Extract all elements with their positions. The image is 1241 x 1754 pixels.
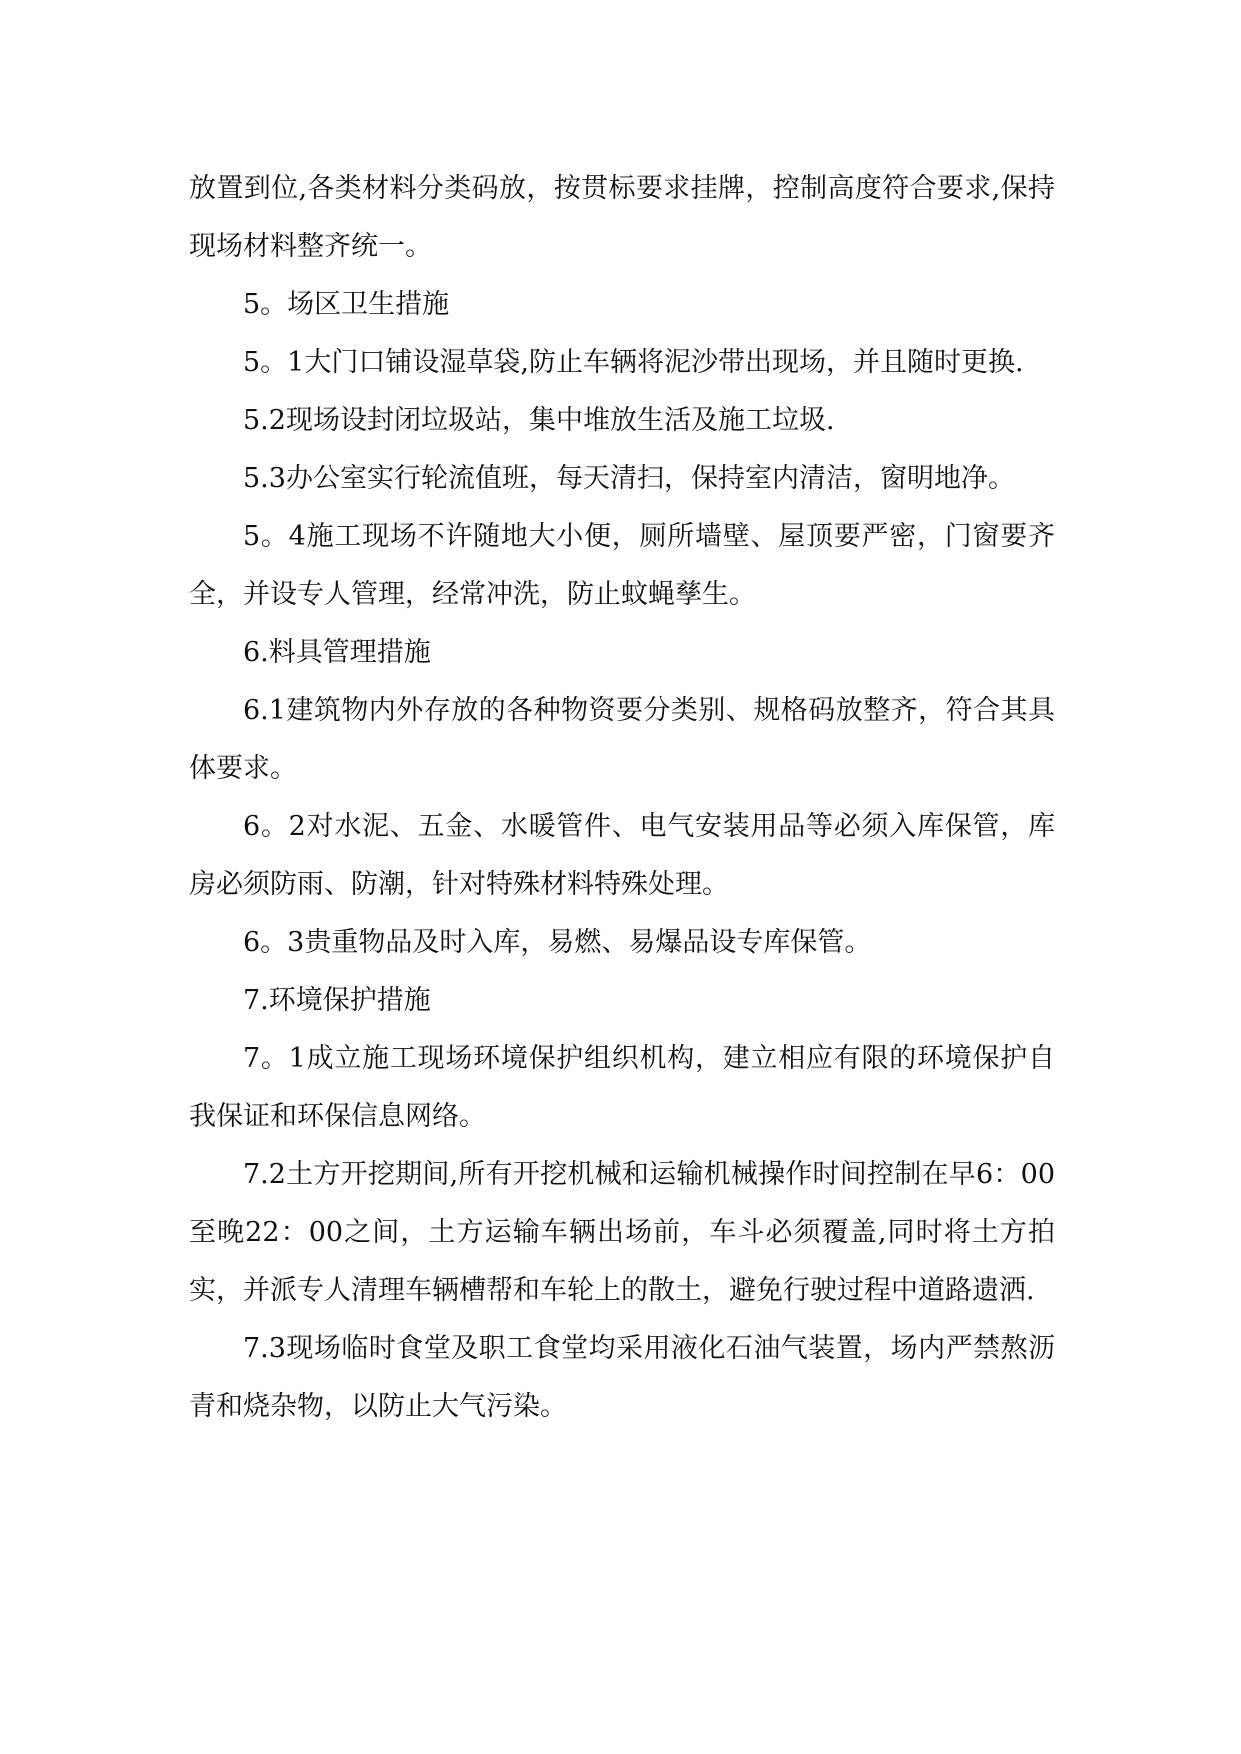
heading-5-site-hygiene: 5。场区卫生措施 [243, 289, 450, 320]
paragraph-6-3: 6。3贵重物品及时入库，易燃、易爆品设专库保管。 [243, 927, 872, 958]
paragraph-5-3: 5.3办公室实行轮流值班，每天清扫，保持室内清洁，窗明地净。 [243, 463, 1015, 494]
heading-7-environmental-protection: 7.环境保护措施 [243, 985, 431, 1016]
document-body [189, 160, 1055, 1436]
paragraph-6-1: 6.1建筑物内外存放的各种物资要分类别、规格码放整齐，符合其具体要求。 [189, 695, 1055, 784]
paragraph-7-1: 7。1成立施工现场环境保护组织机构，建立相应有限的环境保护自我保证和环保信息网络。 [189, 1043, 1055, 1132]
paragraph-continuation: 放置到位,各类材料分类码放，按贯标要求挂牌，控制高度符合要求,保持现场材料整齐统一。 [189, 173, 1055, 262]
paragraph-7-2: 7.2土方开挖期间,所有开挖机械和运输机械操作时间控制在早6：00至晚22：00之间，土方运输车辆出场前，车斗必须覆盖,同时将土方拍实，并派专人清理车辆槽帮和车轮上的散土，避免行驶过程中道路遗洒. [189, 1159, 1055, 1306]
paragraph-5-4: 5。4施工现场不许随地大小便，厕所墙壁、屋顶要严密，门窗要齐全，并设专人管理，经常冲洗，防止蚊蝇孳生。 [189, 521, 1055, 610]
paragraph-7-3: 7.3现场临时食堂及职工食堂均采用液化石油气装置，场内严禁熬沥青和烧杂物，以防止大气污染。 [189, 1333, 1055, 1422]
paragraph-6-2: 6。2对水泥、五金、水暖管件、电气安装用品等必须入库保管，库房必须防雨、防潮，针对特殊材料特殊处理。 [189, 811, 1055, 900]
paragraph-5-2: 5.2现场设封闭垃圾站，集中堆放生活及施工垃圾. [243, 405, 835, 436]
paragraph-5-1: 5。1大门口铺设湿草袋,防止车辆将泥沙带出现场，并且随时更换. [243, 347, 1024, 378]
heading-6-materials-management: 6.料具管理措施 [243, 637, 431, 668]
